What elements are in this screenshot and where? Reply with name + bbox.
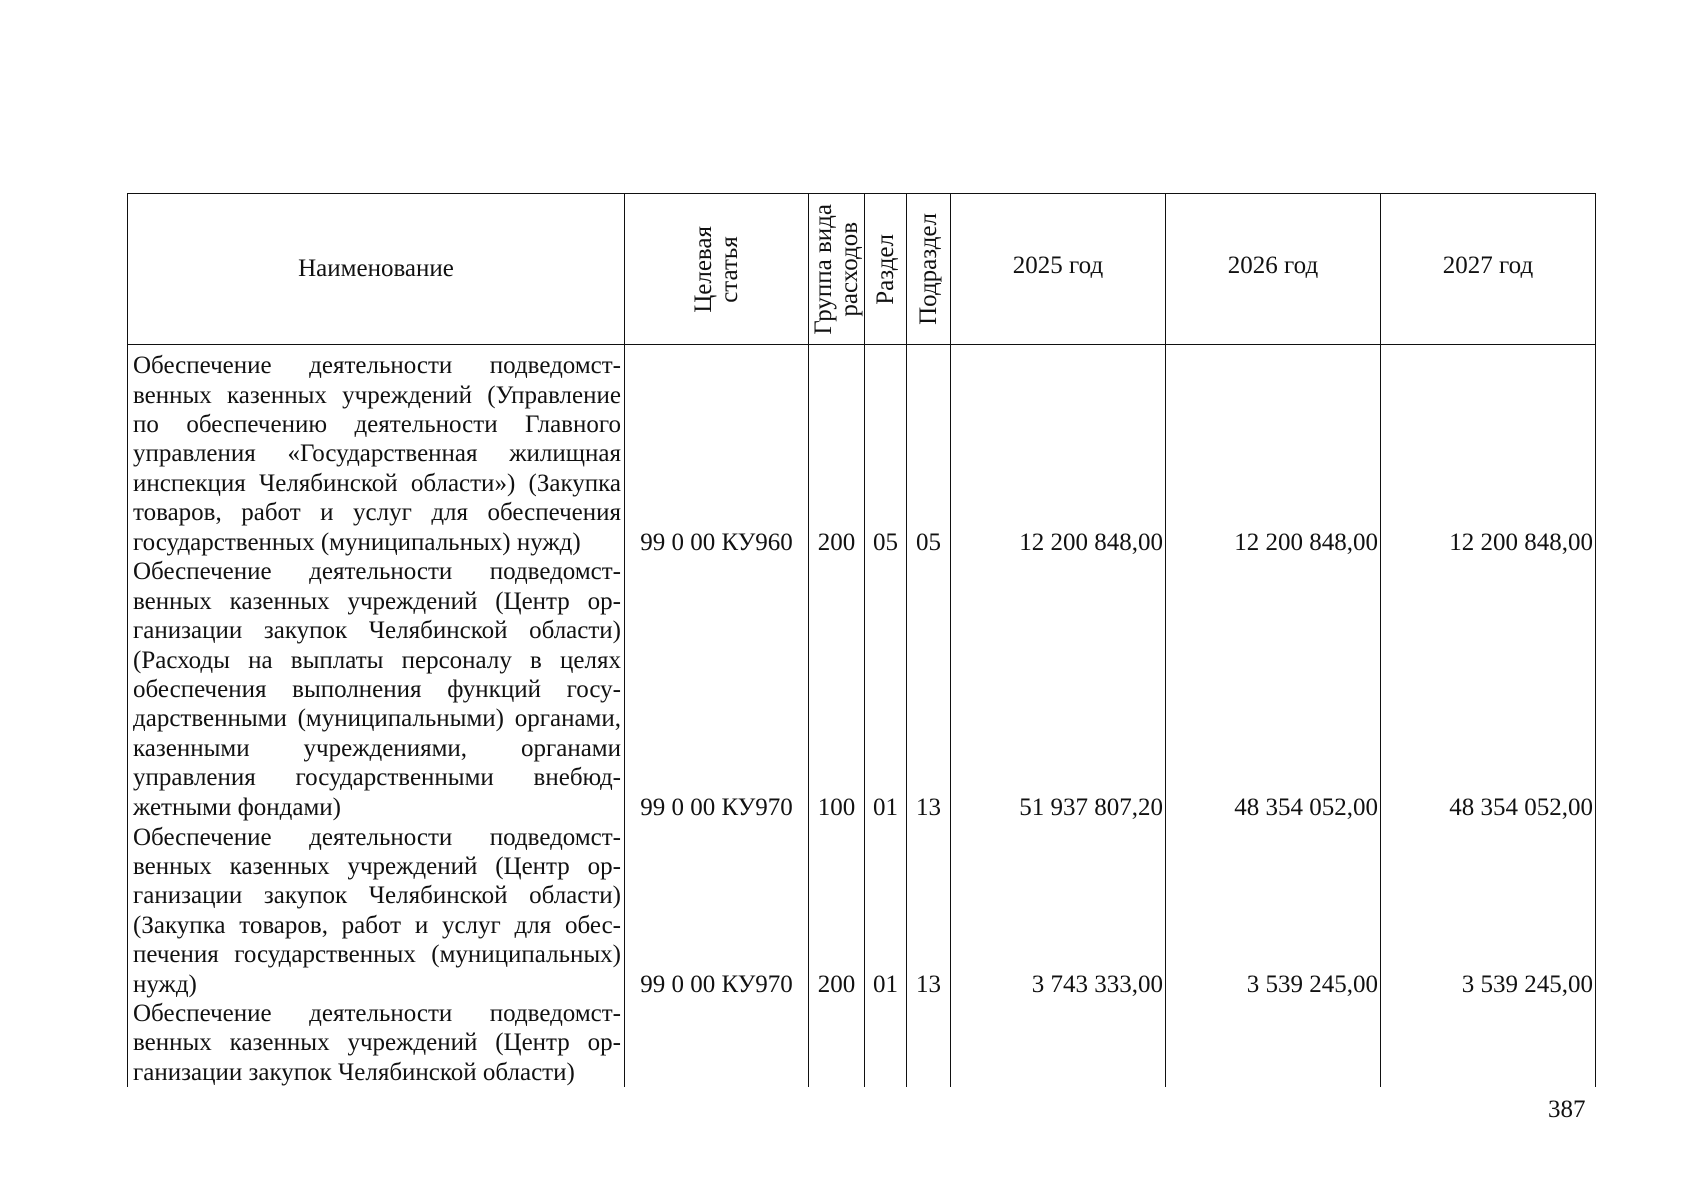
row-expense-group [809, 999, 865, 1087]
header-year-2025: 2025 год [951, 194, 1166, 345]
row-target-article: 99 0 00 КУ970 [625, 822, 809, 999]
header-name: Наименование [128, 194, 625, 345]
row-amount-2026 [1166, 999, 1381, 1087]
header-section [865, 194, 907, 345]
header-target-article [625, 194, 809, 345]
budget-table [127, 193, 1596, 1087]
row-amount-2026: 12 200 848,00 [1166, 345, 1381, 558]
row-target-article: 99 0 00 КУ970 [625, 557, 809, 822]
row-target-article [625, 999, 809, 1087]
row-expense-group: 200 [809, 822, 865, 999]
row-amount-2027: 12 200 848,00 [1381, 345, 1596, 558]
row-subsection: 13 [907, 822, 951, 999]
row-amount-2027 [1381, 999, 1596, 1087]
row-amount-2026: 3 539 245,00 [1166, 822, 1381, 999]
row-subsection: 05 [907, 345, 951, 558]
row-section: 01 [865, 557, 907, 822]
page-number: 387 [1548, 1096, 1586, 1123]
row-amount-2027: 48 354 052,00 [1381, 557, 1596, 822]
header-year-2026: 2026 год [1166, 194, 1381, 345]
header-target-article-label: Целевая статья [689, 225, 743, 313]
row-amount-2025 [951, 999, 1166, 1087]
row-amount-2025: 51 937 807,20 [951, 557, 1166, 822]
header-subsection-label: Подраздел [914, 213, 942, 325]
row-section: 05 [865, 345, 907, 558]
row-name: Обеспечение деятельности подведомственных казенных учреждений (Центр организации закупок Челябинской области) (Расходы на выплаты персоналу в целях обеспечения выполнения функций государственными (муниципальными) органами, казенными учреждениями, органами управления государственными внебюджетными фондами) [128, 557, 625, 822]
row-name: Обеспечение деятельности подведомственных казенных учреждений (Центр организации закупок Челябинской области) (Закупка товаров, работ и услуг для обеспечения государственных (муниципальных) нужд) [128, 822, 625, 999]
header-section-label: Раздел [871, 233, 899, 305]
table-row [128, 557, 1596, 822]
row-amount-2027: 3 539 245,00 [1381, 822, 1596, 999]
header-expense-group [809, 194, 865, 345]
table-header-row [128, 194, 1596, 345]
row-expense-group: 100 [809, 557, 865, 822]
table-row [128, 345, 1596, 558]
row-subsection: 13 [907, 557, 951, 822]
header-expense-group-label: Группа вида расходов [809, 203, 863, 335]
row-amount-2025: 3 743 333,00 [951, 822, 1166, 999]
row-section: 01 [865, 822, 907, 999]
row-amount-2026: 48 354 052,00 [1166, 557, 1381, 822]
header-subsection [907, 194, 951, 345]
row-expense-group: 200 [809, 345, 865, 558]
row-target-article: 99 0 00 КУ960 [625, 345, 809, 558]
row-section [865, 999, 907, 1087]
row-amount-2025: 12 200 848,00 [951, 345, 1166, 558]
row-name: Обеспечение деятельности подведомственных казенных учреждений (Управление по обеспечению деятельности Главного управления «Государственная жилищная инспекция Челябинской области») (Закупка товаров, работ и услуг для обеспечения государственных (муниципальных) нужд) [128, 345, 625, 558]
table-row [128, 999, 1596, 1087]
row-subsection [907, 999, 951, 1087]
header-year-2027: 2027 год [1381, 194, 1596, 345]
row-name: Обеспечение деятельности подведомственных казенных учреждений (Центр организации закупок Челябинской области) [128, 999, 625, 1087]
table-row [128, 822, 1596, 999]
